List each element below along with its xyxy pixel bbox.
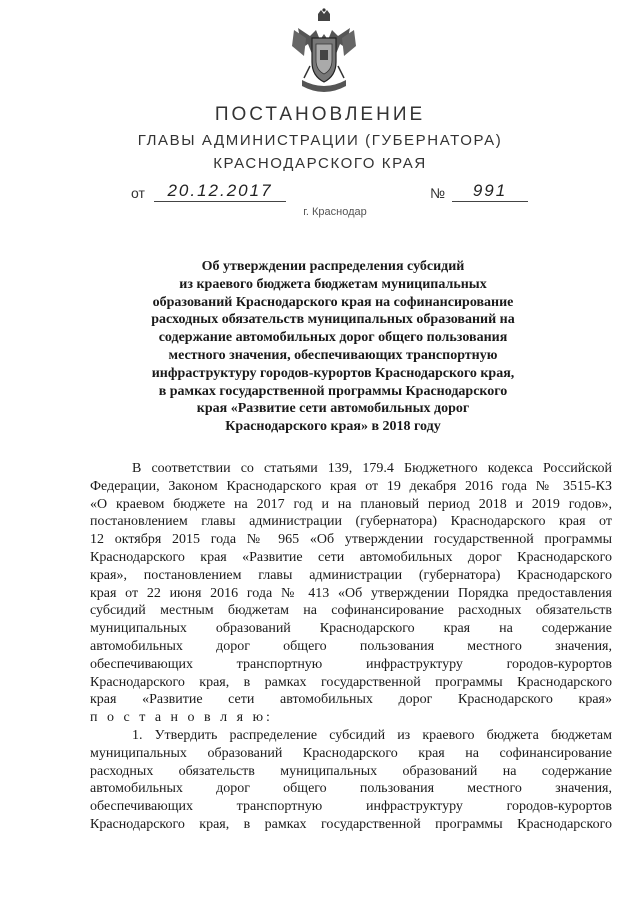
heading-line: края «Развитие сети автомобильных дорог [196,401,470,417]
body-line: расходных обязательств муниципальных образований на содержание [90,763,612,779]
document-heading [90,258,576,436]
number-label: № [430,185,446,201]
document-body [90,460,612,834]
city-label: г. Краснодар [303,206,367,218]
body-line: муниципальных образований Краснодарского края на содержание [90,621,612,637]
heading-line: местного значения, обеспечивающих транспортную [168,347,498,363]
body-line: 1. Утвердить распределение субсидий из краевого бюджета бюджетам [132,727,612,743]
body-line: края «Развитие сети автомобильных дорог Краснодарского края» [90,692,612,708]
document-subtitle-line1: ГЛАВЫ АДМИНИСТРАЦИИ (ГУБЕРНАТОРА) [137,132,503,149]
document-subtitle-line2: КРАСНОДАРСКОГО КРАЯ [213,155,427,172]
body-line: автомобильных дорог общего пользования местного значения, [90,638,612,654]
body-line: Краснодарского края, в рамках государственной программы Краснодарского [90,674,612,690]
body-line: автомобильных дорог общего пользования местного значения, [90,781,612,797]
body-line: В соответствии со статьями 139, 179.4 Бюджетного кодекса Российской [132,461,612,476]
body-line: Краснодарского края «Развитие сети автомобильных дорог Краснодарского [90,549,612,565]
body-line: Федерации, Законом Краснодарского края от 19 декабря 2016 года № 3515-КЗ [90,478,612,494]
body-line: постановлением главы администрации (губернатора) Краснодарского края от [90,514,612,530]
heading-line: Об утверждении распределения субсидий [201,259,465,274]
body-line: обеспечивающих транспортную инфраструктуру городов-курортов [90,799,612,815]
document-title: ПОСТАНОВЛЕНИЕ [214,104,426,125]
coat-of-arms-icon [290,8,358,96]
document-number: 991 [452,181,528,202]
body-line: муниципальных образований Краснодарского края на софинансирование [90,745,612,761]
date-number-row [0,182,640,206]
body-line: края от 22 июня 2016 года № 413 «Об утверждении Порядка предоставления [90,585,612,601]
body-line: края», постановлением главы администрации (губернатора) Краснодарского [90,567,612,583]
heading-line: расходных обязательств муниципальных образований на [151,312,515,328]
heading-line: содержание автомобильных дорог общего пользования [158,330,508,346]
heading-line: в рамках государственной программы Краснодарского [158,383,508,399]
heading-line: образований Краснодарского края на софинансирование [152,294,514,310]
heading-line: Краснодарского края» в 2018 году [225,419,441,435]
body-line: Краснодарского края, в рамках государственной программы Краснодарского [90,816,612,832]
heading-line: из краевого бюджета бюджетам муниципальных [179,276,487,292]
body-line: субсидий местным бюджетам на софинансирование расходных обязательств [90,603,612,619]
body-line: обеспечивающих транспортную инфраструктуру городов-курортов [90,656,612,672]
heading-line: инфраструктуру городов-курортов Краснодарского края, [151,365,515,381]
date-label: от [131,185,145,201]
body-line: «О краевом бюджете на 2017 год и на плановый период 2018 и 2019 годов», [90,496,612,512]
body-line-resolve: п о с т а н о в л я ю: [90,710,273,726]
body-line: 12 октября 2015 года № 965 «Об утверждении государственной программы [90,532,612,548]
document-date: 20.12.2017 [154,181,286,202]
